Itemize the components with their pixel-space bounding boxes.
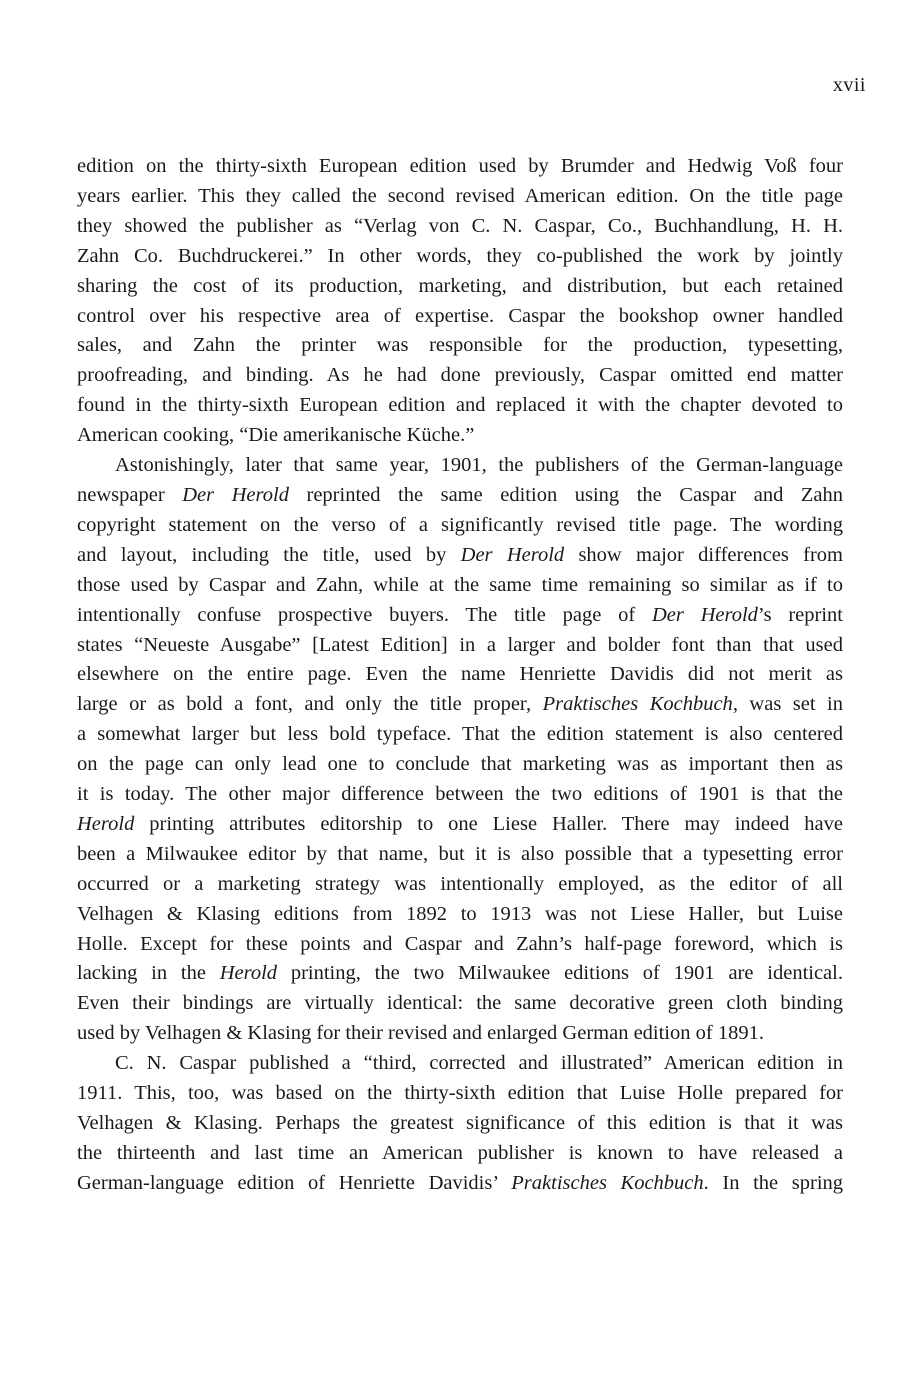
text-line [77,780,843,810]
text-run: elsewhere on the entire page. Even the name Henriette Davidis did not merit as [77,663,843,686]
text-line [77,302,843,332]
text-line [77,810,843,840]
text-line [77,1139,843,1169]
text-line [77,900,843,930]
text-run: intentionally confuse prospective buyers. The title page of [77,603,652,626]
text-line [77,1169,843,1199]
text-run: those used by Caspar and Zahn, while at the same time remaining so similar as if to [77,573,843,596]
text-line [77,989,843,1019]
text-run: found in the thirty-sixth European edition and replaced it with the chapter devoted to [77,394,843,417]
text-run: control over his respective area of expertise. Caspar the bookshop owner handled [77,304,843,327]
paragraph [77,451,843,1049]
text-line [77,331,843,361]
text-line [77,511,843,541]
text-run: Holle. Except for these points and Caspar and Zahn’s half-page foreword, which is [77,932,843,955]
text-run: ’s reprint [757,603,843,626]
text-run: occurred or a marketing strategy was intentionally employed, as the editor of all [77,872,843,895]
text-line [77,930,843,960]
text-run: and layout, including the title, used by [77,543,461,566]
text-run: show major differences from [564,543,843,566]
text-line [77,481,843,511]
text-line [77,601,843,631]
text-run: newspaper [77,483,183,506]
text-line [77,391,843,421]
text-run: been a Milwaukee editor by that name, but it is also possible that a typesetting error [77,842,843,865]
text-run: the thirteenth and last time an American publisher is known to have released a [77,1141,843,1164]
text-run: Even their bindings are virtually identical: the same decorative green cloth binding [77,992,843,1015]
body-text [77,152,843,1199]
text-run: German-language edition of Henriette Davidis’ [77,1171,512,1194]
text-run: states “Neueste Ausgabe” [Latest Edition] in a larger and bolder font than that used [77,633,843,656]
text-line [77,152,843,182]
text-line [77,451,843,481]
text-run: on the page can only lead one to conclude that marketing was as important then as [77,753,843,776]
text-line [77,690,843,720]
text-line [77,212,843,242]
text-line [77,631,843,661]
text-line [77,1109,843,1139]
text-line [77,1049,843,1079]
italic-title: Der Herold [651,603,758,626]
paragraph [77,152,843,451]
text-run: years earlier. This they called the second revised American edition. On the title page [77,184,843,207]
text-run: they showed the publisher as “Verlag von C. N. Caspar, Co., Buchhandlung, H. H. [77,214,843,237]
italic-title: Der Herold [182,483,289,506]
italic-title: Herold [77,812,135,835]
page-number: xvii [832,74,866,96]
text-run: Zahn Co. Buchdruckerei.” In other words, they co-published the work by jointly [77,244,843,267]
text-run: printing, the two Milwaukee editions of 1901 are identical. [277,962,843,985]
text-run: Velhagen & Klasing. Perhaps the greatest significance of this edition is that it was [77,1112,843,1134]
text-run: a somewhat larger but less bold typeface. That the edition statement is also centered [77,723,843,746]
italic-title: Herold [219,962,278,985]
text-run: large or as bold a font, and only the title proper, [77,693,543,716]
text-run: copyright statement on the verso of a significantly revised title page. The wording [77,513,843,536]
text-line [77,870,843,900]
text-run: American cooking, “Die amerikanische Küche.” [77,424,475,447]
text-line [77,272,843,302]
text-run: edition on the thirty-sixth European edition used by Brumder and Hedwig Voß four [77,155,843,177]
text-run: used by Velhagen & Klasing for their revised and enlarged German edition of 1891. [77,1022,764,1045]
italic-title: Praktisches Kochbuch [542,693,733,716]
text-run: sharing the cost of its production, marketing, and distribution, but each retained [77,274,843,297]
italic-title: Praktisches Kochbuch [511,1171,704,1194]
text-run: , was set in [732,693,843,716]
text-line [77,541,843,571]
text-run: C. N. Caspar published a “third, corrected and illustrated” American edition in [115,1052,843,1075]
text-run: Velhagen & Klasing editions from 1892 to 1913 was not Liese Haller, but Luise [77,902,843,925]
text-line [77,361,843,391]
text-line [77,571,843,601]
paragraph [77,1049,843,1199]
text-run: 1911. This, too, was based on the thirty-sixth edition that Luise Holle prepared for [77,1082,843,1105]
text-line [77,959,843,989]
text-line [77,242,843,272]
italic-title: Der Herold [460,543,565,566]
text-run: Astonishingly, later that same year, 1901, the publishers of the German-language [115,454,843,477]
text-run: sales, and Zahn the printer was responsible for the production, typesetting, [77,334,843,357]
text-line [77,1079,843,1109]
text-run: proofreading, and binding. As he had done previously, Caspar omitted end matter [77,364,843,387]
text-line [77,1019,843,1049]
text-run: reprinted the same edition using the Caspar and Zahn [288,483,844,506]
text-run: lacking in the [77,962,220,985]
text-line [77,720,843,750]
text-run: it is today. The other major difference between the two editions of 1901 is that the [77,783,843,806]
text-run: . In the spring [703,1171,844,1194]
text-line [77,421,843,451]
text-line [77,660,843,690]
text-line [77,750,843,780]
text-run: printing attributes editorship to one Liese Haller. There may indeed have [134,812,843,835]
text-line [77,182,843,212]
text-line [77,840,843,870]
